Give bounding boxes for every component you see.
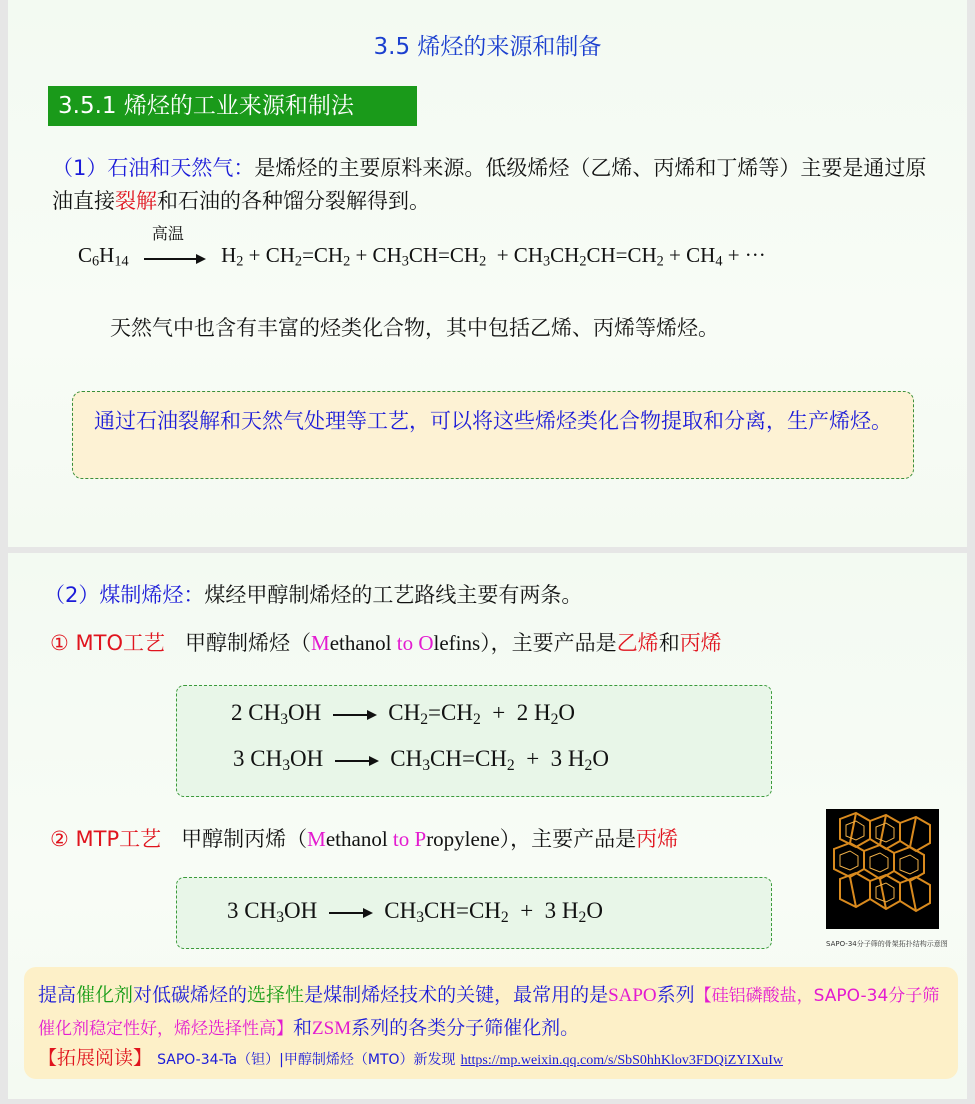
catalyst-highlight: 催化剂 <box>76 984 134 1006</box>
mtp-line: ② MTP工艺 甲醇制丙烯（Methanol to Propylene），主要产品是丙烯 <box>50 827 679 851</box>
mto-desc-b: ），主要产品是 <box>480 631 617 655</box>
petroleum-text-a: 是烯烃的主要原料来源。低级烯烃（乙烯、丙烯和丁烯等）主要是通过原油直接 <box>52 156 927 213</box>
sapo-detail: 【硅铝磷酸盐，SAPO-34分子筛催化剂稳定性好，烯烃选择性高】 <box>38 986 940 1039</box>
mto-and: 和 <box>658 631 680 655</box>
mtp-desc-b: ），主要产品是 <box>499 827 637 851</box>
summary-box: 通过石油裂解和天然气处理等工艺，可以将这些烯烃类化合物提取和分离，生产烯烃。 <box>72 391 914 479</box>
mto-product-propylene: 丙烯 <box>679 631 722 655</box>
extended-reading-label: 【拓展阅读】 <box>38 1047 153 1069</box>
petroleum-paragraph <box>52 152 932 218</box>
catalyst-note-box <box>24 967 958 1079</box>
natural-gas-text: 天然气中也含有丰富的烃类化合物，其中包括乙烯、丙烯等烯烃。 <box>110 316 719 340</box>
reaction-arrow <box>144 254 206 264</box>
coal-paragraph <box>44 579 924 612</box>
mtp-desc: 甲醇制丙烯（ <box>181 827 308 851</box>
petroleum-label: （1）石油和天然气： <box>52 156 255 180</box>
page-title: 3.5 烯烃的来源和制备 <box>373 34 602 60</box>
selectivity-highlight: 选择性 <box>247 984 305 1006</box>
mto-product-ethylene: 乙烯 <box>616 631 659 655</box>
petroleum-text-b: 和石油的各种馏分裂解得到。 <box>157 189 430 213</box>
zsm-highlight: ZSM <box>312 1018 352 1039</box>
sapo34-framework-image <box>826 809 939 929</box>
mto-equation-2: 3 $CH_3OH$ $CH_3CH=CH_2 + 3$ $H_2O$ <box>233 746 609 774</box>
section-heading: 3.5.1 烯烃的工业来源和制法 <box>48 86 417 126</box>
mto-equations-box <box>176 685 772 797</box>
slide-petroleum <box>8 0 967 547</box>
mtp-label: ② MTP工艺 <box>50 827 162 851</box>
slide-coal-to-olefins <box>8 553 967 1099</box>
sapo-highlight: SAPO <box>608 985 657 1006</box>
cracking-equation: $C_6H_{14}$ 高温 $H_2 + CH_2=CH_2 + CH_3CH=CH_2 + CH_3CH_2CH=CH_2 + CH_4$ + ··· <box>78 243 766 270</box>
image-caption: SAPO-34分子筛的骨架拓扑结构示意图 <box>826 940 948 948</box>
cracking-highlight: 裂解 <box>115 189 157 213</box>
extended-reading-title: SAPO-34-Ta（钽）|甲醇制烯烃（MTO）新发现 <box>157 1052 456 1068</box>
zeolite-cage-icon <box>826 809 939 929</box>
extended-reading <box>38 1043 783 1070</box>
reaction-condition: 高温 <box>151 223 184 243</box>
extended-reading-link[interactable]: https://mp.weixin.qq.com/s/SbS0hhKlov3FDQiZYIXuIw <box>460 1053 783 1068</box>
mtp-equation: 3 $CH_3OH$ $CH_3CH=CH_2 + 3$ $H_2O$ <box>227 898 603 926</box>
mtp-product-propylene: 丙烯 <box>636 827 679 851</box>
catalyst-note: 提高催化剂对低碳烯烃的选择性是煤制烯烃技术的关键，最常用的是SAPO系列【硅铝磷酸盐，SAPO-34分子筛催化剂稳定性好，烯烃选择性高】和ZSM系列的各类分子筛催化剂。 <box>38 984 940 1039</box>
mto-desc: 甲醇制烯烃（ <box>185 631 312 655</box>
mto-line: ① MTO工艺 甲醇制烯烃（Methanol to Olefins），主要产品是乙烯和丙烯 <box>50 631 722 655</box>
coal-label: （2）煤制烯烃： <box>44 583 205 607</box>
coal-text: 煤经甲醇制烯烃的工艺路线主要有两条。 <box>204 583 583 607</box>
mtp-equation-box <box>176 877 772 949</box>
mto-equation-1: 2 $CH_3OH$ $CH_2=CH_2 + 2$ $H_2O$ <box>231 700 576 728</box>
mto-label: ① MTO工艺 <box>50 631 165 655</box>
